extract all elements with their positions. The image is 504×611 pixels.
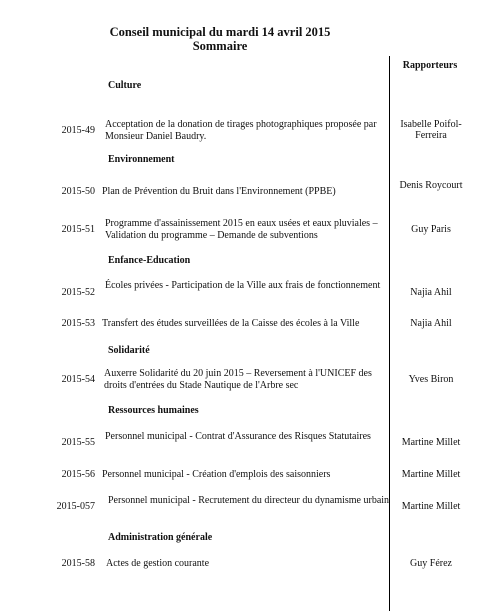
- rapporteurs-header: Rapporteurs: [402, 60, 458, 71]
- section-heading-culture: Culture: [108, 80, 142, 91]
- item-rapporteur: Guy Férez: [410, 558, 452, 569]
- item-rapporteur: Martine Millet: [401, 469, 461, 480]
- item-rapporteur: Martine Millet: [401, 501, 461, 512]
- item-rapporteur: Isabelle Poifol-Ferreira: [400, 119, 462, 141]
- item-number: 2015-56: [61, 469, 95, 480]
- item-rapporteur: Yves Biron: [408, 374, 454, 385]
- item-number: 2015-54: [61, 374, 95, 385]
- item-rapporteur: Martine Millet: [401, 437, 461, 448]
- item-number: 2015-057: [56, 501, 95, 512]
- item-description: Écoles privées - Participation de la Ville aux frais de fonctionnement: [105, 280, 381, 291]
- item-number: 2015-51: [61, 224, 95, 235]
- item-rapporteur: Guy Paris: [411, 224, 451, 235]
- item-rapporteur: Denis Roycourt: [399, 180, 463, 191]
- item-description: Plan de Prévention du Bruit dans l'Environnement (PPBE): [102, 186, 336, 197]
- item-description: Actes de gestion courante: [106, 558, 210, 569]
- item-number: 2015-55: [61, 437, 95, 448]
- item-description: Auxerre Solidarité du 20 juin 2015 – Reversement à l'UNICEF des droits d'entrées du Stade Nautique de l'Arbre sec: [104, 368, 372, 391]
- item-number: 2015-58: [61, 558, 95, 569]
- item-rapporteur: Najia Ahil: [410, 287, 452, 298]
- item-description: Transfert des études surveillées de la Caisse des écoles à la Ville: [102, 318, 360, 329]
- item-description: Personnel municipal - Création d'emplois des saisonniers: [102, 469, 331, 480]
- item-number: 2015-52: [61, 287, 95, 298]
- section-heading-environnement: Environnement: [108, 154, 175, 165]
- item-number: 2015-50: [61, 186, 95, 197]
- item-description: Personnel municipal - Contrat d'Assurance des Risques Statutaires: [105, 431, 371, 442]
- item-description: Personnel municipal - Recrutement du directeur du dynamisme urbain: [108, 495, 390, 506]
- document-subtitle: Sommaire: [192, 39, 248, 53]
- section-heading-ressources-humaines: Ressources humaines: [108, 405, 199, 416]
- item-number: 2015-53: [61, 318, 95, 329]
- document-title: Conseil municipal du mardi 14 avril 2015: [109, 25, 331, 39]
- item-number: 2015-49: [61, 125, 95, 136]
- section-heading-administration-generale: Administration générale: [108, 532, 213, 543]
- item-description: Acceptation de la donation de tirages photographiques proposée par Monsieur Daniel Baudry.: [105, 119, 377, 142]
- section-heading-solidarite: Solidarité: [108, 345, 150, 356]
- item-description: Programme d'assainissement 2015 en eaux usées et eaux pluviales – Validation du programme – Demande de subventions: [105, 218, 378, 241]
- section-heading-enfance-education: Enfance-Education: [108, 255, 191, 266]
- item-rapporteur: Najia Ahil: [410, 318, 452, 329]
